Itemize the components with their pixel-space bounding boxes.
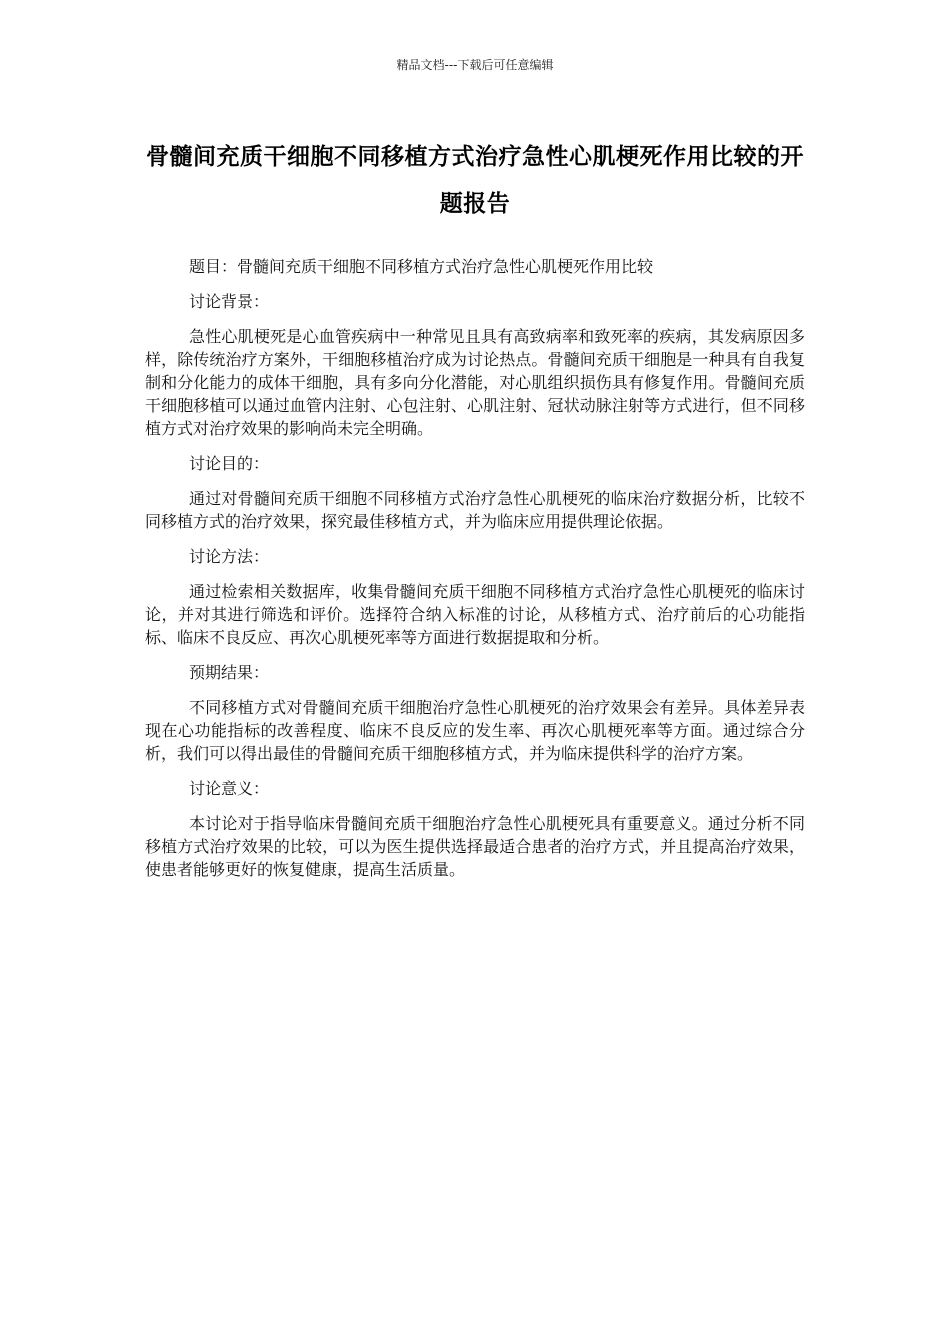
section-heading-method: 讨论方法：: [189, 547, 270, 566]
section-heading-significance: 讨论意义：: [189, 779, 270, 798]
header-note: 精品文档---下载后可任意编辑: [396, 58, 554, 72]
topic-line: 题目：骨髓间充质干细胞不同移植方式治疗急性心肌梗死作用比较: [189, 257, 654, 276]
section-text-significance: 本讨论对于指导临床骨髓间充质干细胞治疗急性心肌梗死具有重要意义。通过分析不同移植方式治疗效果的比较，可以为医生提供选择最适合患者的治疗方式，并且提高治疗效果，使患者能够更好的恢复健康，提高生活质量。: [145, 814, 805, 879]
section-heading-background: 讨论背景：: [189, 292, 270, 311]
document-body: [145, 255, 805, 893]
section-text-method: 通过检索相关数据库，收集骨髓间充质干细胞不同移植方式治疗急性心肌梗死的临床讨论，并对其进行筛选和评价。选择符合纳入标准的讨论，从移植方式、治疗前后的心功能指标、临床不良反应、再次心肌梗死率等方面进行数据提取和分析。: [145, 582, 805, 647]
section-text-purpose: 通过对骨髓间充质干细胞不同移植方式治疗急性心肌梗死的临床治疗数据分析，比较不同移植方式的治疗效果，探究最佳移植方式，并为临床应用提供理论依据。: [145, 489, 805, 531]
section-heading-purpose: 讨论目的：: [189, 454, 270, 473]
section-text-expected-results: 不同移植方式对骨髓间充质干细胞治疗急性心肌梗死的治疗效果会有差异。具体差异表现在心功能指标的改善程度、临床不良反应的发生率、再次心肌梗死率等方面。通过综合分析，我们可以得出最佳的骨髓间充质干细胞移植方式，并为临床提供科学的治疗方案。: [145, 698, 805, 763]
section-text-background: 急性心肌梗死是心血管疾病中一种常见且具有高致病率和致死率的疾病，其发病原因多样，除传统治疗方案外，干细胞移植治疗成为讨论热点。骨髓间充质干细胞是一种具有自我复制和分化能力的成体干细胞，具有多向分化潜能，对心肌组织损伤具有修复作用。骨髓间充质干细胞移植可以通过血管内注射、心包注射、心肌注射、冠状动脉注射等方式进行，但不同移植方式对治疗效果的影响尚未完全明确。: [145, 327, 805, 438]
section-heading-expected-results: 预期结果：: [189, 663, 270, 682]
document-title: 骨髓间充质干细胞不同移植方式治疗急性心肌梗死作用比较的开题报告: [146, 144, 804, 217]
